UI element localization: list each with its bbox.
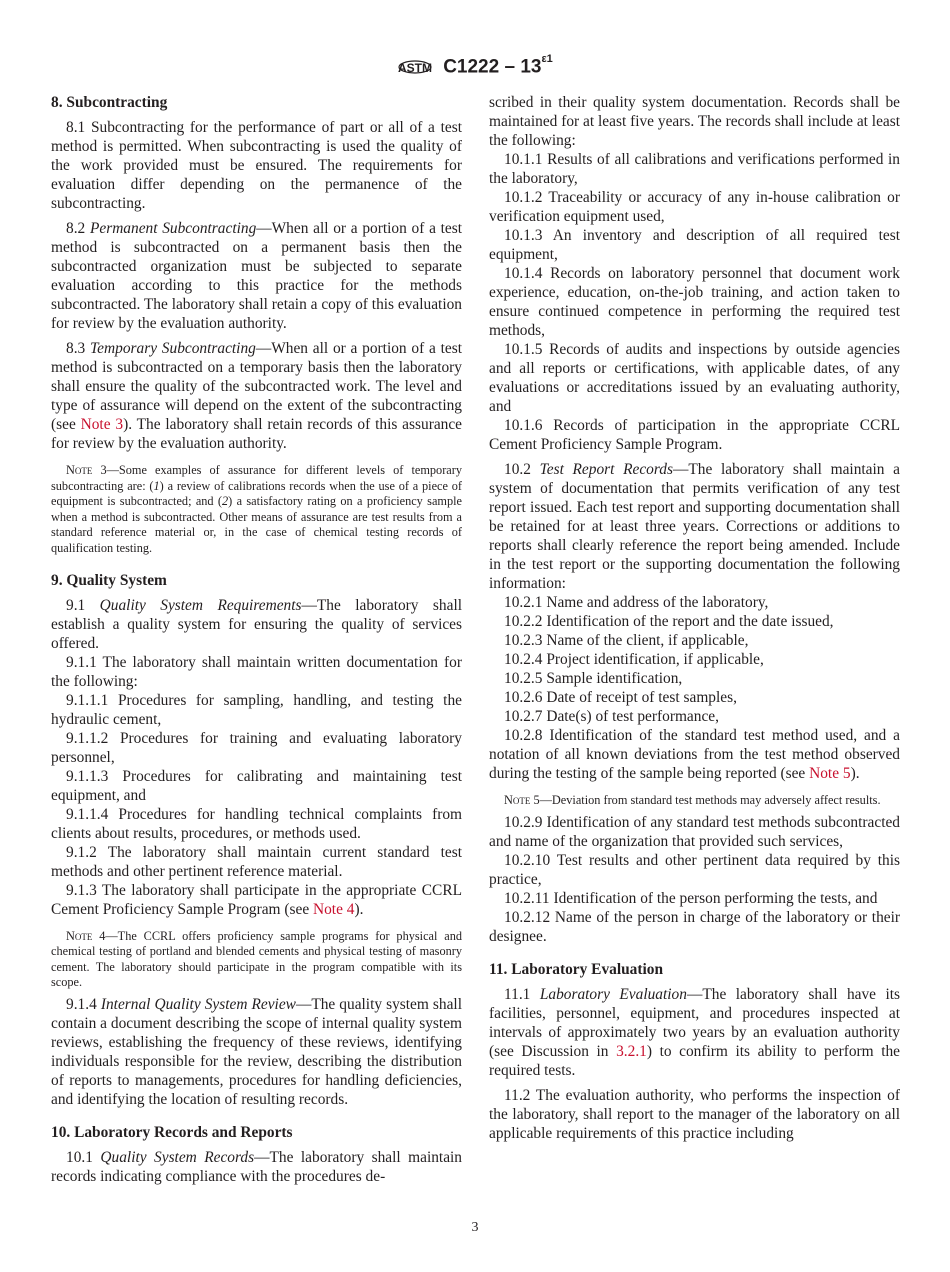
italic-term: Laboratory Evaluation <box>539 985 687 1003</box>
text-segment: 11.1 <box>504 985 540 1003</box>
text-segment: 9. Quality System <box>51 571 167 589</box>
text-segment: 10.1 <box>66 1148 101 1166</box>
text-segment: ) to confirm its ability to perform the required tests. <box>489 1042 901 1079</box>
paragraph <box>51 1148 462 1186</box>
paragraph <box>489 851 900 889</box>
note-paragraph <box>51 463 462 557</box>
section-heading <box>51 1123 462 1142</box>
paragraph <box>489 889 900 908</box>
text-segment: 9.1 <box>66 596 100 614</box>
italic-term: 1 <box>153 478 160 493</box>
italic-term: Temporary Subcontracting <box>90 340 256 357</box>
text-segment: 10.2.3 Name of the client, if applicable, <box>504 632 749 649</box>
text-segment: 9.1.1.3 Procedures for calibrating and maintaining test equipment, and <box>51 767 462 804</box>
svg-text:ASTM: ASTM <box>398 61 433 75</box>
text-segment: 10.1.1 Results of all calibrations and verifications performed in the laboratory, <box>489 151 900 187</box>
text-segment: 8.2 <box>66 220 90 237</box>
text-segment: 9.1.1.1 Procedures for sampling, handling, and testing the hydraulic cement, <box>51 691 462 728</box>
paragraph <box>51 653 462 691</box>
left-column <box>51 93 462 1186</box>
paragraph <box>489 726 900 783</box>
text-segment: 10.2.8 Identification of the standard test method used, and a notation of all known deviations from the test method observed during the testing of the sample being reported (see <box>489 727 900 782</box>
cross-reference-link[interactable]: Note 5 <box>809 765 851 782</box>
document-designation <box>443 52 553 78</box>
text-segment: —The laboratory shall maintain records indicating compliance with the procedures de- <box>51 1148 462 1185</box>
note-paragraph <box>51 929 462 991</box>
text-segment: 10.2 <box>504 461 540 478</box>
text-segment: 10.2.5 Sample identification, <box>504 670 683 687</box>
note-paragraph <box>489 793 900 809</box>
paragraph <box>489 340 900 416</box>
text-segment: 9.1.1.4 Procedures for handling technical complaints from clients about results, procedures, or methods used. <box>51 805 462 842</box>
text-segment: 10.2.12 Name of the person in charge of the laboratory or their designee. <box>489 908 900 945</box>
paragraph <box>489 416 900 454</box>
cross-reference-link[interactable]: Note 3 <box>80 416 124 433</box>
paragraph <box>51 118 462 213</box>
text-segment: 11. Laboratory Evaluation <box>489 960 664 978</box>
cross-reference-link[interactable]: Note 4 <box>313 900 355 918</box>
paragraph <box>51 881 462 919</box>
paragraph <box>489 813 900 851</box>
paragraph <box>51 767 462 805</box>
text-segment: 3—Some examples of assurance for different levels of temporary subcontracting are: ( <box>51 463 462 493</box>
astm-logo-icon <box>397 52 433 82</box>
section-heading <box>51 93 462 112</box>
right-column <box>489 93 900 1143</box>
text-segment: ) a review of calibrations records when the use of a piece of equipment is subcontracted; and ( <box>51 478 462 509</box>
text-segment: 10.2.11 Identification of the person performing the tests, and <box>504 889 878 907</box>
text-segment: 8.1 Subcontracting for the performance of part or all of a test method is permitted. When subcontracting is used the quality of the work provided must be ensured. The requirements for evaluation differ depending on the permanence of the subcontracting. <box>51 119 462 212</box>
paragraph <box>489 460 900 593</box>
text-segment: —The laboratory shall maintain a system of documentation that permits verification of any test report issued. Each test report and supporting documentation shall be retained for at least three years. Corrections or additions to reports shall clearly reference the report being amended. Include in the test report or the supporting documentation the following information: <box>489 461 900 592</box>
paragraph <box>489 612 900 631</box>
paragraph <box>51 995 462 1109</box>
text-segment: ) a satisfactory rating on a proficiency sample when a method is subcontracted. Other means of assurance are test results from a standard reference material or, in the case of chemical testing records of qualification testing. <box>51 494 462 555</box>
page-number: 3 <box>471 1220 479 1235</box>
paragraph <box>489 93 900 150</box>
text-segment: 8. Subcontracting <box>51 94 168 111</box>
text-segment: 10.2.7 Date(s) of test performance, <box>504 708 719 725</box>
text-segment: 10.2.10 Test results and other pertinent data required by this practice, <box>489 851 900 888</box>
text-segment: ). The laboratory shall retain records of this assurance for review by the evaluation authority. <box>51 416 463 452</box>
paragraph <box>489 650 900 669</box>
text-segment: —When all or a portion of a test method is subcontracted on a temporary basis then the laboratory shall ensure the quality of the subcontracted work. The level and type of assurance will depend on the extent of the subcontracting (see <box>51 340 462 433</box>
text-segment: 10.2.6 Date of receipt of test samples, <box>504 689 737 706</box>
italic-term: Internal Quality System Review <box>100 995 296 1013</box>
text-segment: 8.3 <box>66 340 91 357</box>
text-segment: 9.1.1.2 Procedures for training and evaluating laboratory personnel, <box>51 729 462 766</box>
paragraph <box>489 908 900 946</box>
text-segment: 10.1.2 Traceability or accuracy of any in-house calibration or verification equipment used, <box>489 189 900 225</box>
paragraph <box>489 985 900 1080</box>
text-segment: 10.2.2 Identification of the report and the date issued, <box>504 613 834 630</box>
paragraph <box>489 669 900 688</box>
italic-term: Quality System Requirements <box>99 596 302 614</box>
text-segment: 10. Laboratory Records and Reports <box>51 1123 293 1141</box>
paragraph <box>51 219 462 333</box>
text-segment: 9.1.4 <box>66 995 101 1013</box>
designation-text: C1222 – 13 <box>443 56 542 78</box>
text-segment: 10.1.6 Records of participation in the appropriate CCRL Cement Proficiency Sample Program. <box>489 417 900 453</box>
text-segment: 11.2 The evaluation authority, who performs the inspection of the laboratory, shall report to the manager of the laboratory on all applicable requirements of this practice including <box>489 1086 900 1142</box>
text-segment: Note <box>66 463 93 477</box>
text-segment: 10.2.1 Name and address of the laboratory, <box>504 594 769 611</box>
text-segment: ). <box>850 765 860 782</box>
text-segment: —The laboratory shall establish a quality system for ensuring the quality of services offered. <box>51 596 462 652</box>
text-segment: 10.1.4 Records on laboratory personnel that document work experience, education, on-the-job training, and action taken to ensure continued competence in performing the required test methods, <box>489 265 900 339</box>
paragraph <box>489 688 900 707</box>
paragraph <box>51 691 462 729</box>
italic-term: Test Report Records <box>539 461 673 478</box>
paragraph <box>489 631 900 650</box>
text-segment: —The quality system shall contain a document describing the scope of internal quality system reviews, establishing the frequency of these reviews, identifying individuals responsible for the review, describing the distribution of reports to managements, procedures for handling deficiencies, and identifying the location of resulting records. <box>51 995 462 1108</box>
text-segment: 10.2.9 Identification of any standard test methods subcontracted and name of the organization that provided such services, <box>489 813 900 850</box>
text-segment: scribed in their quality system documentation. Records shall be maintained for at least five years. The records shall include at least the following: <box>489 94 900 149</box>
cross-reference-link[interactable]: 3.2.1 <box>616 1042 647 1060</box>
page-header <box>0 52 950 82</box>
italic-term: 2 <box>222 494 229 509</box>
paragraph <box>489 1086 900 1143</box>
text-segment: —The laboratory shall have its facilities, personnel, equipment, and procedures inspected at intervals of approximately two years by an evaluation authority (see Discussion in <box>489 985 900 1060</box>
text-segment: Note <box>66 928 93 943</box>
text-segment: 10.2.4 Project identification, if applicable, <box>504 651 764 668</box>
section-heading <box>489 960 900 979</box>
text-segment: 9.1.3 The laboratory shall participate in the appropriate CCRL Cement Proficiency Sample Program (see <box>51 881 462 918</box>
paragraph <box>51 805 462 843</box>
paragraph <box>51 596 462 653</box>
paragraph <box>489 226 900 264</box>
text-segment: Note <box>504 793 531 807</box>
text-segment: 5—Deviation from standard test methods may adversely affect results. <box>530 793 881 807</box>
paragraph <box>489 593 900 612</box>
text-segment: 4—The CCRL offers proficiency sample programs for physical and chemical testing of portland and blended cements and physical testing of masonry cement. The laboratory should participate in the program compatible with its scope. <box>51 928 462 990</box>
paragraph <box>489 264 900 340</box>
text-segment: 9.1.1 The laboratory shall maintain written documentation for the following: <box>51 653 462 690</box>
paragraph <box>489 707 900 726</box>
paragraph <box>51 729 462 767</box>
paragraph <box>51 339 462 453</box>
italic-term: Permanent Subcontracting <box>89 220 257 237</box>
text-segment: 9.1.2 The laboratory shall maintain current standard test methods and other pertinent reference material. <box>51 843 462 880</box>
paragraph <box>489 188 900 226</box>
text-segment: 10.1.5 Records of audits and inspections by outside agencies and all reports or certifications, with applicable dates, of any evaluations or accreditations issued by an evaluating authority, and <box>489 341 900 415</box>
paragraph <box>51 843 462 881</box>
text-segment: ). <box>354 900 364 918</box>
italic-term: Quality System Records <box>100 1148 255 1166</box>
paragraph <box>489 150 900 188</box>
text-segment: —When all or a portion of a test method is subcontracted on a permanent basis then the subcontracted organization must be subjected to separate evaluation according to this practice for the methods subcontracted. The laboratory shall retain a copy of this evaluation for review by the evaluation authority. <box>51 220 462 332</box>
section-heading <box>51 571 462 590</box>
text-segment: 10.1.3 An inventory and description of all required test equipment, <box>489 227 900 263</box>
designation-superscript: ε1 <box>541 52 553 65</box>
